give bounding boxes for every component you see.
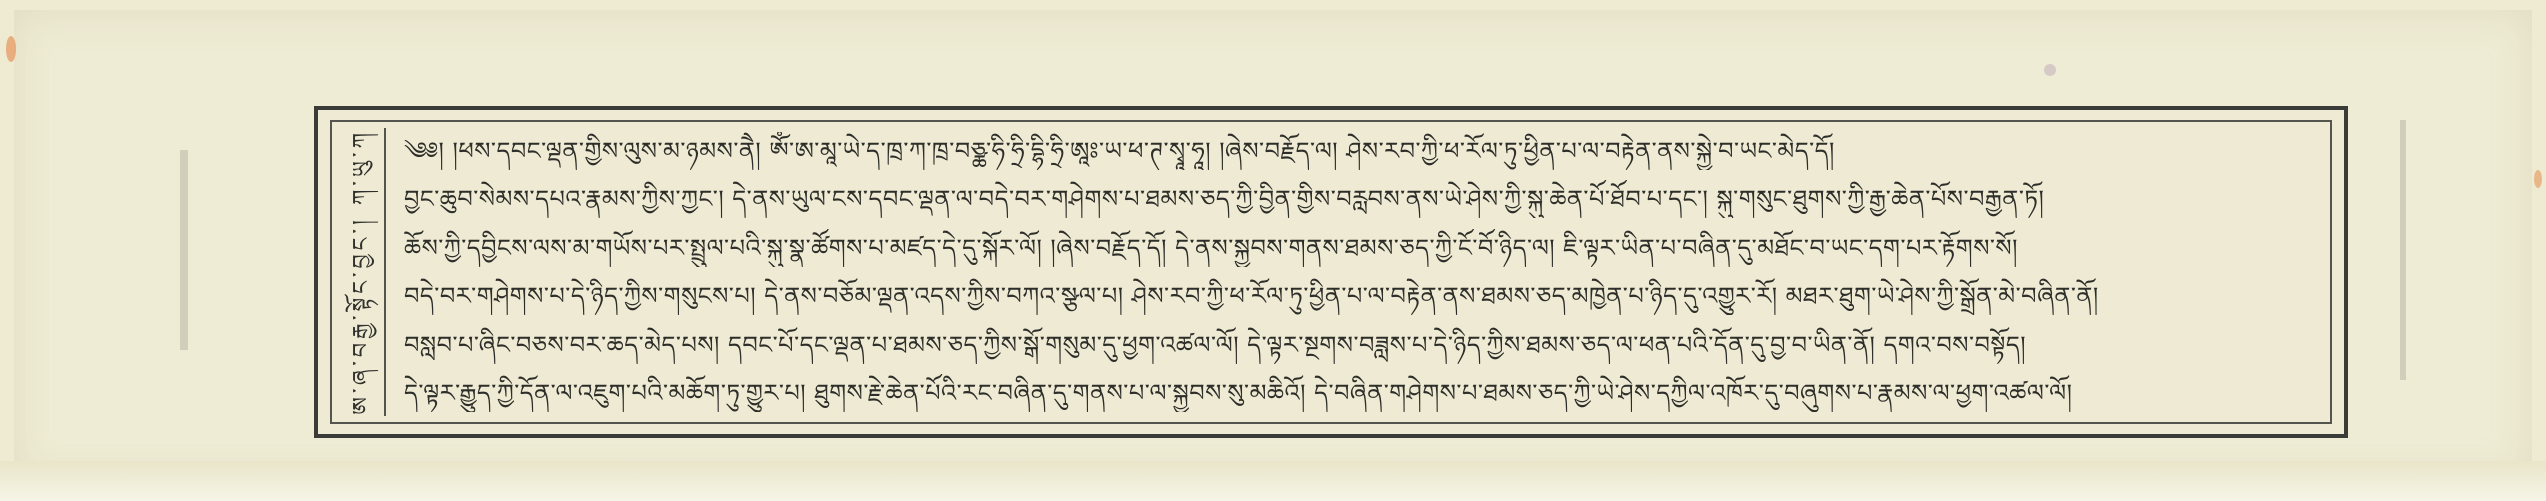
- woodblock-print-frame: [314, 106, 2348, 438]
- paper-fiber: [180, 150, 188, 350]
- text-line-1: ༄༅། །ཕས་དབང་ལྡན་གྱིས་ལུས་མ་ཉམས་ནཻ། ཨོཾ་ཨ་མཱ་ཡེ་ད་ཁྲ་ཀ་ཁྲ་བཅྪ་ཧི་ཧྲི་དྷི་ཧྲི་ཨཱཿ་ཡ་ཕ་ཊ་སྭཱ་ཧཱ། །ཞེས་བརྗོད་ལ། ཤེས་རབ་ཀྱི་ཕ་རོལ་ཏུ་ཕྱིན་པ་ལ་བརྟེན་ནས་སྐྱེ་བ་ཡང་མེད་དོ།: [404, 137, 1835, 165]
- inner-border: [330, 120, 2332, 424]
- text-line-6: དེ་ལྟར་རྒྱུད་ཀྱི་དོན་ལ་འཇུག་པའི་མཆོག་ཏུ་གྱུར་པ། ཐུགས་རྗེ་ཆེན་པོའི་རང་བཞིན་དུ་གནས་པ་ལ་སྐྱབས་སུ་མཆིའོ། དེ་བཞིན་གཤེགས་པ་ཐམས་ཅད་ཀྱི་ཡེ་ཤེས་དཀྱིལ་འཁོར་དུ་བཞུགས་པ་རྣམས་ལ་ཕྱག་འཚལ་ལོ།: [404, 378, 2073, 407]
- paper-spot: [2044, 64, 2056, 76]
- red-pigment-stain: [2534, 170, 2542, 188]
- text-line-3: ཆོས་ཀྱི་དབྱིངས་ལས་མ་གཡོས་པར་སྤྲུལ་པའི་སྐུ་སྣ་ཚོགས་པ་མཛད་དེ་དུ་སྐོར་ལོ། །ཞེས་བརྗོད་དོ། དེ་ནས་སྐྱབས་གནས་ཐམས་ཅད་ཀྱི་ངོ་བོ་ཉིད་ལ། ཇི་ལྟར་ཡིན་པ་བཞིན་དུ་མཐོང་བ་ཡང་དག་པར་རྟོགས་སོ།: [404, 233, 2018, 262]
- text-line-5: བསླབ་པ་ཞིང་བཅས་བར་ཆད་མེད་པས། དབང་པོ་དང་ལྡན་པ་ཐམས་ཅད་ཀྱིས་སྒོ་གསུམ་དུ་ཕྱག་འཚལ་ལོ། དེ་ལྟར་སྔགས་བཟླས་པ་དེ་ཉིད་ཀྱིས་ཐམས་ཅད་ལ་ཕན་པའི་དོན་དུ་བྱ་བ་ཡིན་ནོ། དགའ་བས་བསྟོད།: [404, 330, 2027, 359]
- margin-title: ཨ་ཞ་བརྒྱ་སྟོང་བྱང་། ཀ་ཡུ་ཀ: [349, 129, 374, 415]
- text-body: [394, 126, 2324, 418]
- margin-title-column: [340, 128, 386, 416]
- torn-paper-edge: [0, 461, 2546, 501]
- text-line-4: བདེ་བར་གཤེགས་པ་དེ་ཉིད་ཀྱིས་གསུངས་པ། དེ་ནས་བཅོམ་ལྡན་འདས་ཀྱིས་བཀའ་སྩལ་པ། ཤེས་རབ་ཀྱི་ཕ་རོལ་ཏུ་ཕྱིན་པ་ལ་བརྟེན་ནས་ཐམས་ཅད་མཁྱེན་པ་ཉིད་དུ་འགྱུར་རོ། མཐར་ཐུག་ཡེ་ཤེས་ཀྱི་སྒྲོན་མེ་བཞིན་ནོ།: [404, 282, 2099, 311]
- text-line-2: བྱང་ཆུབ་སེམས་དཔའ་རྣམས་ཀྱིས་ཀྱང་། དེ་ནས་ཡུལ་ངས་དབང་ལྡན་ལ་བདེ་བར་གཤེགས་པ་ཐམས་ཅད་ཀྱི་བྱིན་གྱིས་བརླབས་ནས་ཡེ་ཤེས་ཀྱི་སྐུ་ཆེན་པོ་ཐོབ་པ་དང་། སྐུ་གསུང་ཐུགས་ཀྱི་རྒྱ་ཆེན་པོས་བརྒྱན་ཏོ།: [404, 185, 2045, 214]
- paper-fiber: [2400, 120, 2406, 380]
- red-pigment-stain: [6, 36, 16, 62]
